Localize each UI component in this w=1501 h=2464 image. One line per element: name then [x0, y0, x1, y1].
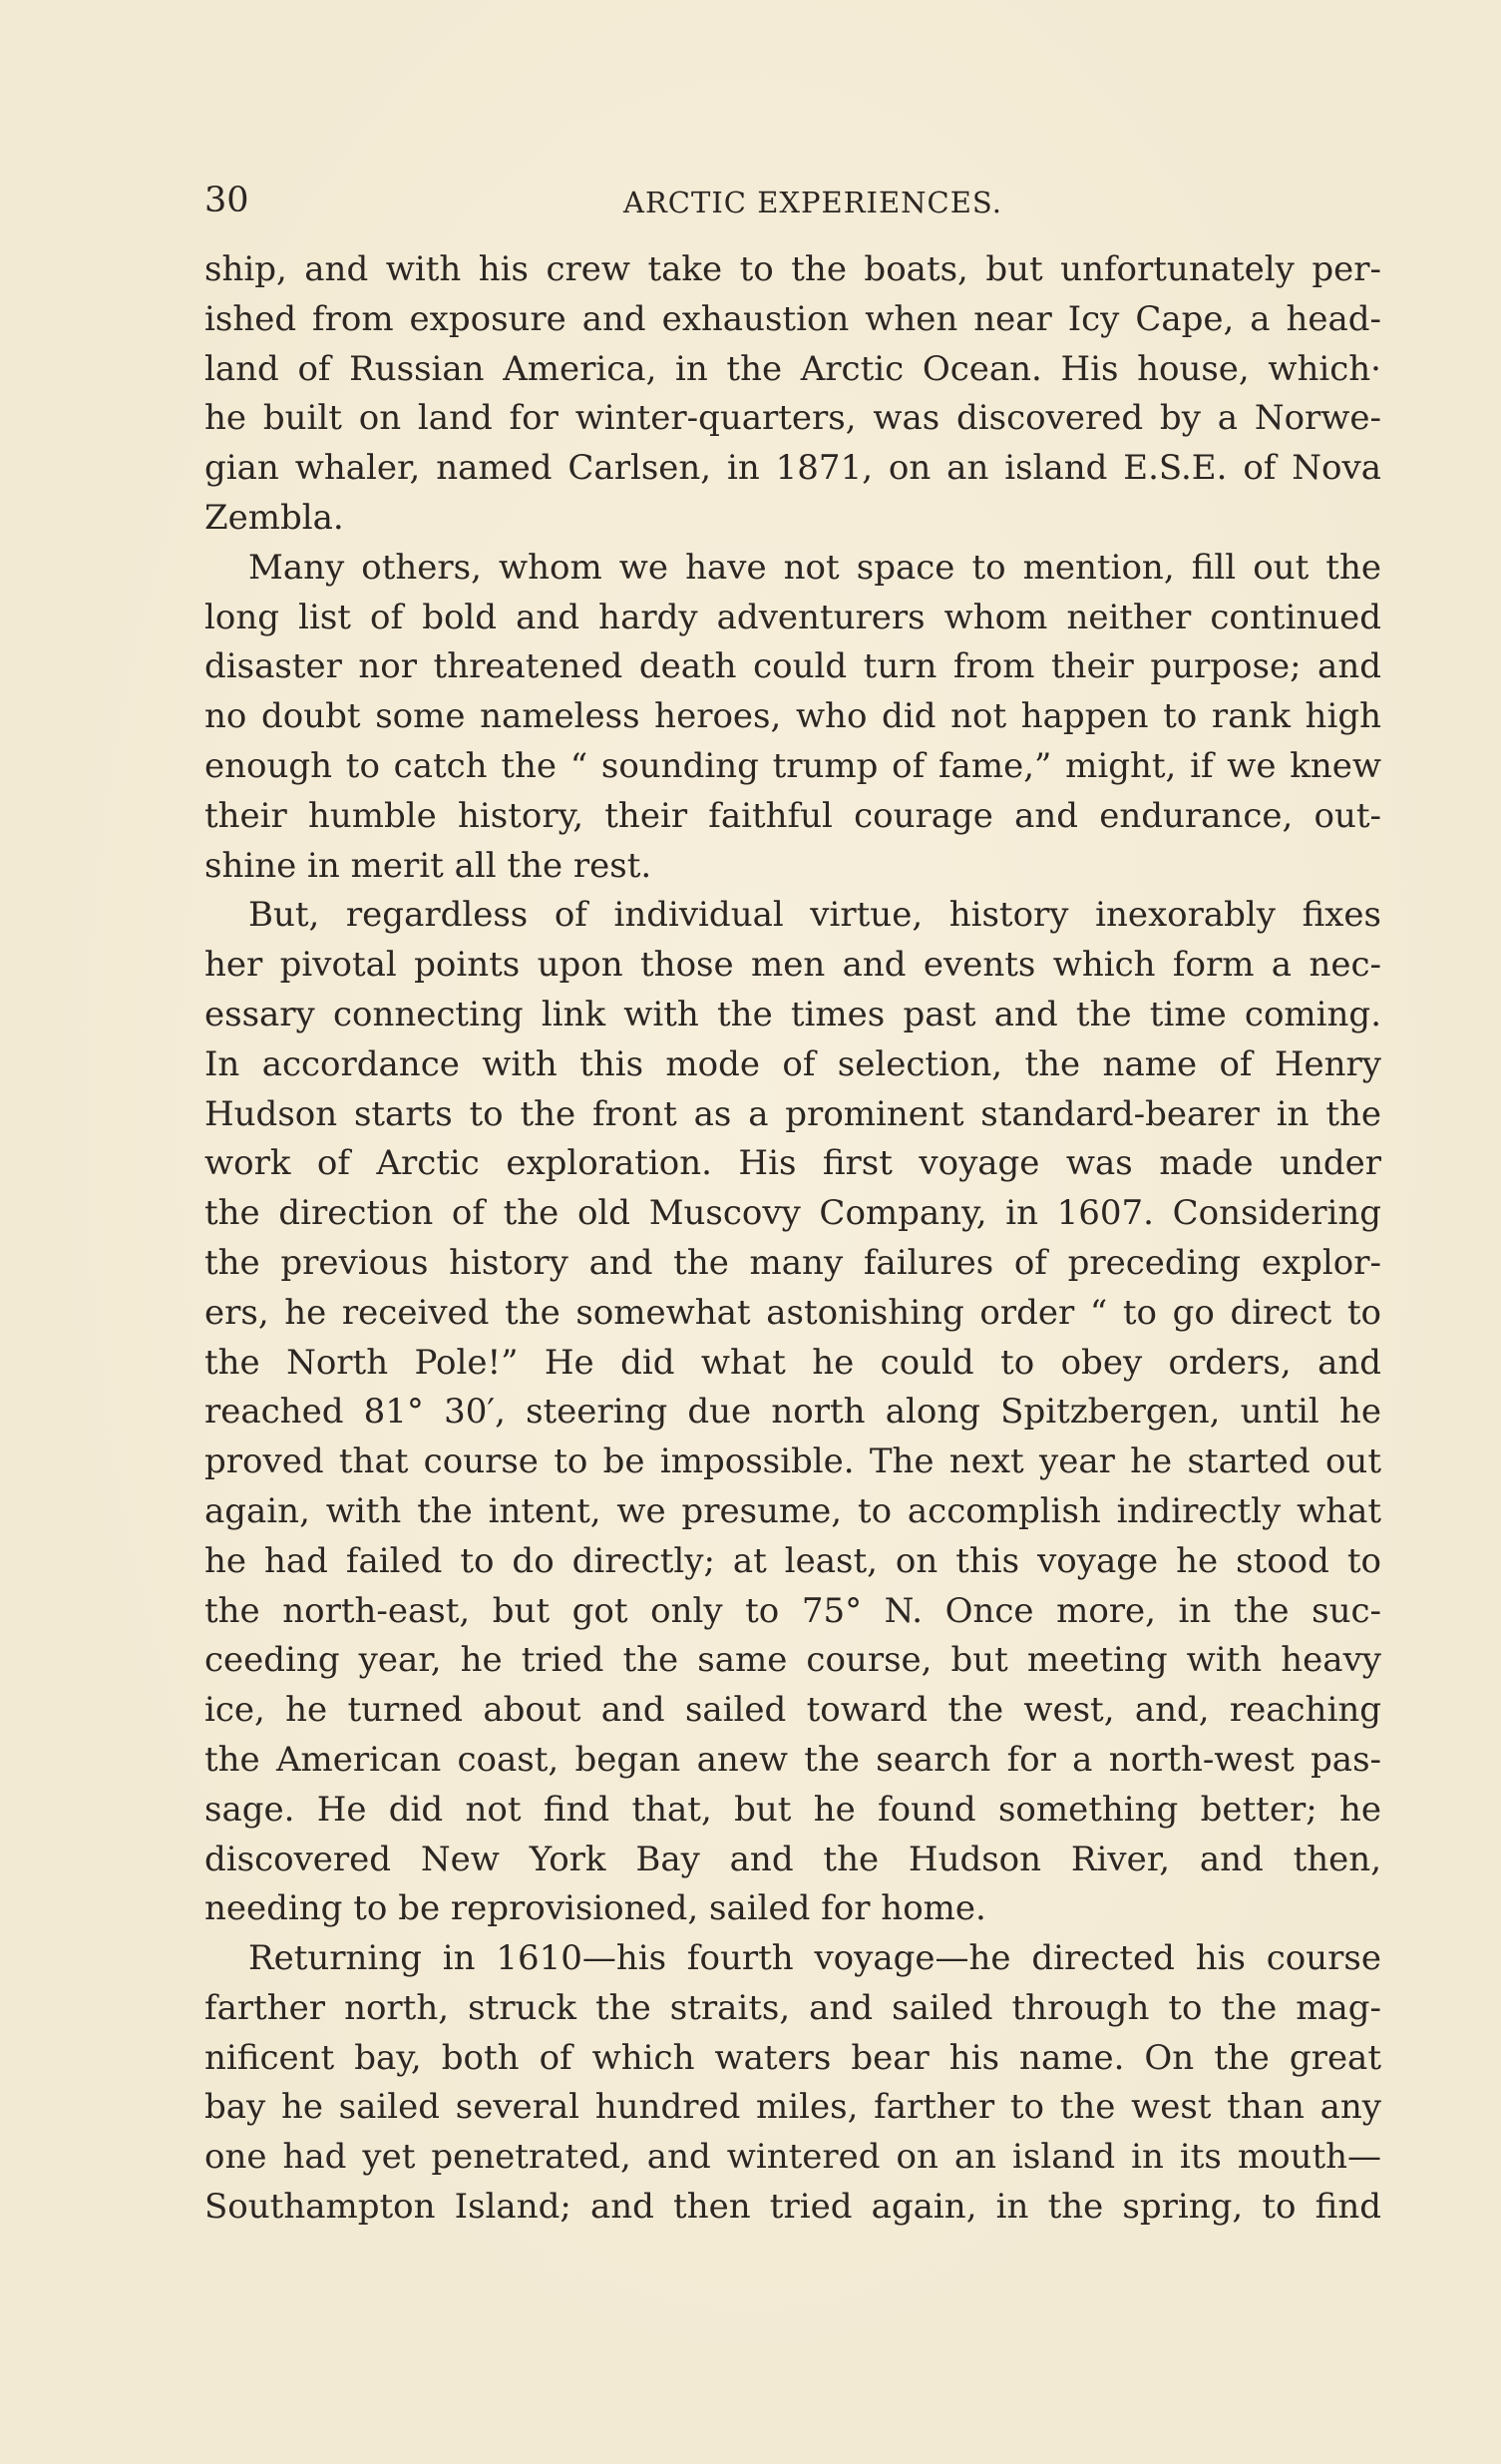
text-line: Zembla. [204, 497, 344, 538]
text-line: her pivotal points upon those men and events which form a nec- [204, 945, 1381, 986]
text-line: their humble history, their faithful courage and endurance, out- [204, 795, 1381, 836]
text-line: needing to be reprovisioned, sailed for home. [204, 1888, 986, 1929]
text-line: the previous history and the many failures of preceding explor- [204, 1242, 1381, 1283]
text-line: gian whaler, named Carlsen, in 1871, on an island E.S.E. of Nova [204, 448, 1381, 489]
text-line: ished from exposure and exhaustion when near Icy Cape, a head- [204, 298, 1381, 339]
text-line: Southampton Island; and then tried again, in the spring, to find [204, 2187, 1381, 2228]
text-line: essary connecting link with the times past and the time coming. [204, 994, 1381, 1034]
text-line: no doubt some nameless heroes, who did not happen to rank high [204, 696, 1381, 737]
text-line: one had yet penetrated, and wintered on an island in its mouth— [204, 2137, 1381, 2178]
text-line: ship, and with his crew take to the boats, but unfortunately per- [204, 249, 1381, 289]
text-line: the American coast, began anew the search for a north-west pas- [204, 1739, 1381, 1780]
text-line: work of Arctic exploration. His first voyage was made under [204, 1143, 1381, 1184]
body-text [204, 245, 1381, 2233]
text-line: the direction of the old Muscovy Company, in 1607. Considering [204, 1193, 1381, 1234]
text-line: proved that course to be impossible. The next year he started out [204, 1441, 1381, 1482]
text-line: discovered New York Bay and the Hudson River, and then, [204, 1839, 1381, 1879]
text-line: nificent bay, both of which waters bear his name. On the great [204, 2037, 1381, 2078]
text-line: ice, he turned about and sailed toward the west, and, reaching [204, 1690, 1381, 1731]
paragraph-first-line: Many others, whom we have not space to mention, fill out the [248, 547, 1381, 588]
text-line: long list of bold and hardy adventurers whom neither continued [204, 597, 1381, 637]
page-number: 30 [204, 181, 249, 220]
text-line: ers, he received the somewhat astonishing order “ to go direct to [204, 1292, 1381, 1333]
text-line: he built on land for winter-quarters, was discovered by a Norwe- [204, 398, 1381, 439]
text-line: In accordance with this mode of selection, the name of Henry [204, 1043, 1381, 1084]
text-line: he had failed to do directly; at least, on this voyage he stood to [204, 1540, 1381, 1581]
text-line: sage. He did not find that, but he found something better; he [204, 1789, 1381, 1830]
page-header [204, 176, 1381, 225]
text-line: bay he sailed several hundred miles, farther to the west than any [204, 2087, 1381, 2128]
text-line: reached 81° 30′, steering due north along Spitzbergen, until he [204, 1392, 1381, 1433]
text-line: land of Russian America, in the Arctic Ocean. His house, which· [204, 348, 1381, 389]
text-line: Hudson starts to the front as a prominent standard-bearer in the [204, 1093, 1381, 1134]
text-line: ceeding year, he tried the same course, but meeting with heavy [204, 1640, 1381, 1681]
text-line: shine in merit all the rest. [204, 845, 652, 886]
paragraph-first-line: But, regardless of individual virtue, history inexorably fixes [248, 895, 1381, 936]
text-line: the North Pole!” He did what he could to obey orders, and [204, 1342, 1381, 1383]
text-line: farther north, struck the straits, and sailed through to the mag- [204, 1987, 1381, 2028]
paragraph-first-line: Returning in 1610—his fourth voyage—he directed his course [248, 1938, 1381, 1979]
running-title: ARCTIC EXPERIENCES. [623, 186, 1002, 219]
text-line: disaster nor threatened death could turn from their purpose; and [204, 646, 1381, 687]
text-line: again, with the intent, we presume, to accomplish indirectly what [204, 1490, 1381, 1531]
text-line: the north-east, but got only to 75° N. Once more, in the suc- [204, 1590, 1381, 1631]
text-line: enough to catch the “ sounding trump of fame,” might, if we knew [204, 745, 1381, 786]
